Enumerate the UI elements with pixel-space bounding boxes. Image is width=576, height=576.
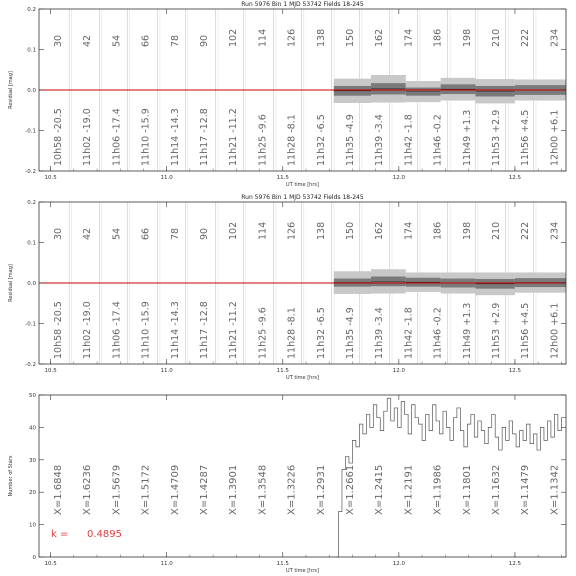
field-label: 126 [286,28,298,47]
y-tick-label: 0.1 [27,240,36,247]
time-label: 11h28 -8.1 [286,307,298,359]
y-tick-label: -0.2 [25,169,36,175]
field-label: 126 [286,221,298,240]
time-label: 11h42 -1.8 [403,307,415,359]
field-label: 54 [111,227,123,240]
field-label: 174 [403,28,415,47]
time-label: 11h17 -12.8 [199,108,210,166]
time-label: 11h56 +4.5 [520,302,532,359]
time-label: 11h53 +2.9 [491,109,502,166]
y-tick-label: 0.2 [27,7,36,13]
time-label: 11h35 -4.9 [345,114,356,166]
x-tick-label: 12.0 [392,368,405,374]
y-axis-label: Residual [mag] [8,71,14,109]
time-label: 11h49 +1.3 [461,302,473,359]
time-label: 11h35 -4.9 [345,307,356,359]
time-label: 11h42 -1.8 [403,114,415,166]
field-label: 138 [315,28,327,47]
x-tick-label: 11.5 [276,175,289,181]
x-tick-label: 12.0 [392,175,405,181]
x-tick-label: 12.5 [508,368,522,374]
time-label: 11h10 -15.9 [140,108,152,166]
field-label: 42 [82,34,94,47]
x-tick-label: 12.5 [508,175,522,181]
time-label: 11h49 +1.3 [461,109,473,166]
time-label: 11h06 -17.4 [111,301,123,359]
airmass-label: X=1.1986 [432,464,444,515]
time-label: 11h21 -11.2 [228,301,240,359]
airmass-label: X=1.6848 [53,464,64,515]
panel-bottom [8,393,566,574]
star-count-histogram [336,398,566,557]
x-tick-label: 11.0 [160,561,173,567]
field-label: 54 [111,34,123,47]
time-label: 11h02 -19.0 [82,301,94,359]
time-label: 11h53 +2.9 [491,302,502,359]
y-tick-label: 0.0 [27,88,36,94]
field-label: 186 [432,221,444,240]
y-tick-label: 10 [29,522,36,529]
field-label: 78 [169,227,181,240]
time-label: 11h46 -0.2 [432,114,444,166]
airmass-label: X=1.5679 [111,464,123,515]
field-label: 150 [345,221,356,240]
field-label: 102 [228,221,240,240]
plot-title: Run 5976 Bin 1 MJD 53742 Fields 18-245 [241,194,364,201]
time-label: 11h06 -17.4 [111,108,123,166]
airmass-label: X=1.2415 [374,464,386,515]
x-tick-label: 12.5 [508,561,522,567]
y-tick-label: 0.1 [27,47,36,54]
airmass-label: X=1.4287 [199,464,210,515]
field-label: 90 [199,227,210,240]
field-label: 198 [461,28,473,47]
time-label: 11h32 -6.5 [315,307,327,359]
airmass-label: X=1.5172 [140,464,152,515]
field-label: 78 [169,34,181,47]
y-tick-label: 0.2 [27,200,36,206]
airmass-label: X=1.2191 [403,464,415,515]
field-label: 114 [257,28,269,47]
k-label: k = [51,529,69,540]
field-label: 90 [199,34,210,47]
x-tick-label: 11.0 [160,368,173,374]
airmass-label: X=1.3226 [286,464,298,515]
field-label: 150 [345,28,356,47]
panel-middle [8,194,566,381]
time-label: 11h39 -3.4 [374,307,386,359]
y-tick-label: -0.1 [25,128,36,135]
time-label: 12h00 +6.1 [549,302,561,359]
x-axis-label: UT time [hrs] [286,568,319,574]
field-label: 30 [53,34,64,47]
field-label: 222 [520,221,532,240]
airmass-label: X=1.3901 [228,464,240,515]
y-tick-label: -0.1 [25,321,36,328]
field-label: 210 [491,28,502,47]
y-axis-label: Residual [mag] [8,264,14,302]
time-label: 11h28 -8.1 [286,114,298,166]
panel-top [8,1,566,188]
time-label: 10h58 -20.5 [53,301,64,359]
field-label: 66 [140,227,152,240]
y-tick-label: 40 [29,425,36,432]
time-label: 11h25 -9.6 [257,307,269,359]
field-label: 102 [228,28,240,47]
y-axis-label: Number of Stars [8,455,14,497]
x-tick-label: 10.5 [44,368,57,374]
field-label: 30 [53,227,64,240]
x-tick-label: 10.5 [44,561,57,567]
x-tick-label: 10.5 [44,175,57,181]
x-tick-label: 11.0 [160,175,173,181]
time-label: 11h14 -14.3 [169,301,181,359]
y-tick-label: 30 [29,457,36,464]
y-tick-label: -0.2 [25,362,36,368]
field-label: 42 [82,227,94,240]
field-label: 162 [374,28,386,47]
time-label: 11h21 -11.2 [228,108,240,166]
field-label: 234 [549,221,561,240]
field-label: 162 [374,221,386,240]
x-axis-label: UT time [hrs] [286,375,319,381]
airmass-label: X=1.1632 [491,464,502,515]
airmass-label: X=1.3548 [257,464,269,515]
x-tick-label: 11.5 [276,368,289,374]
field-label: 186 [432,28,444,47]
airmass-label: X=1.2931 [315,464,327,515]
time-label: 12h00 +6.1 [549,109,561,166]
field-label: 198 [461,221,473,240]
airmass-label: X=1.2661 [345,464,356,515]
time-label: 11h02 -19.0 [82,108,94,166]
time-label: 11h25 -9.6 [257,114,269,166]
field-label: 222 [520,28,532,47]
field-label: 210 [491,221,502,240]
y-tick-label: 0 [32,555,36,561]
time-label: 11h10 -15.9 [140,301,152,359]
x-axis-label: UT time [hrs] [286,182,319,188]
airmass-label: X=1.6236 [82,464,94,515]
y-tick-label: 50 [29,393,36,399]
field-label: 138 [315,221,327,240]
y-tick-label: 20 [29,490,36,497]
time-label: 10h58 -20.5 [53,108,64,166]
field-label: 114 [257,221,269,240]
time-label: 11h32 -6.5 [315,114,327,166]
time-label: 11h46 -0.2 [432,307,444,359]
airmass-label: X=1.4709 [169,464,181,515]
time-label: 11h39 -3.4 [374,114,386,166]
k-value: 0.4895 [87,529,122,540]
airmass-label: X=1.1342 [549,464,561,515]
time-label: 11h17 -12.8 [199,301,210,359]
y-tick-label: 0.0 [27,281,36,287]
field-label: 174 [403,221,415,240]
time-label: 11h14 -14.3 [169,108,181,166]
airmass-label: X=1.1479 [520,464,532,515]
time-label: 11h56 +4.5 [520,109,532,166]
airmass-label: X=1.1801 [461,464,473,515]
x-tick-label: 11.5 [276,561,289,567]
field-label: 234 [549,28,561,47]
field-label: 66 [140,34,152,47]
x-tick-label: 12.0 [392,561,405,567]
plot-title: Run 5976 Bin 1 MJD 53742 Fields 18-245 [241,1,364,8]
